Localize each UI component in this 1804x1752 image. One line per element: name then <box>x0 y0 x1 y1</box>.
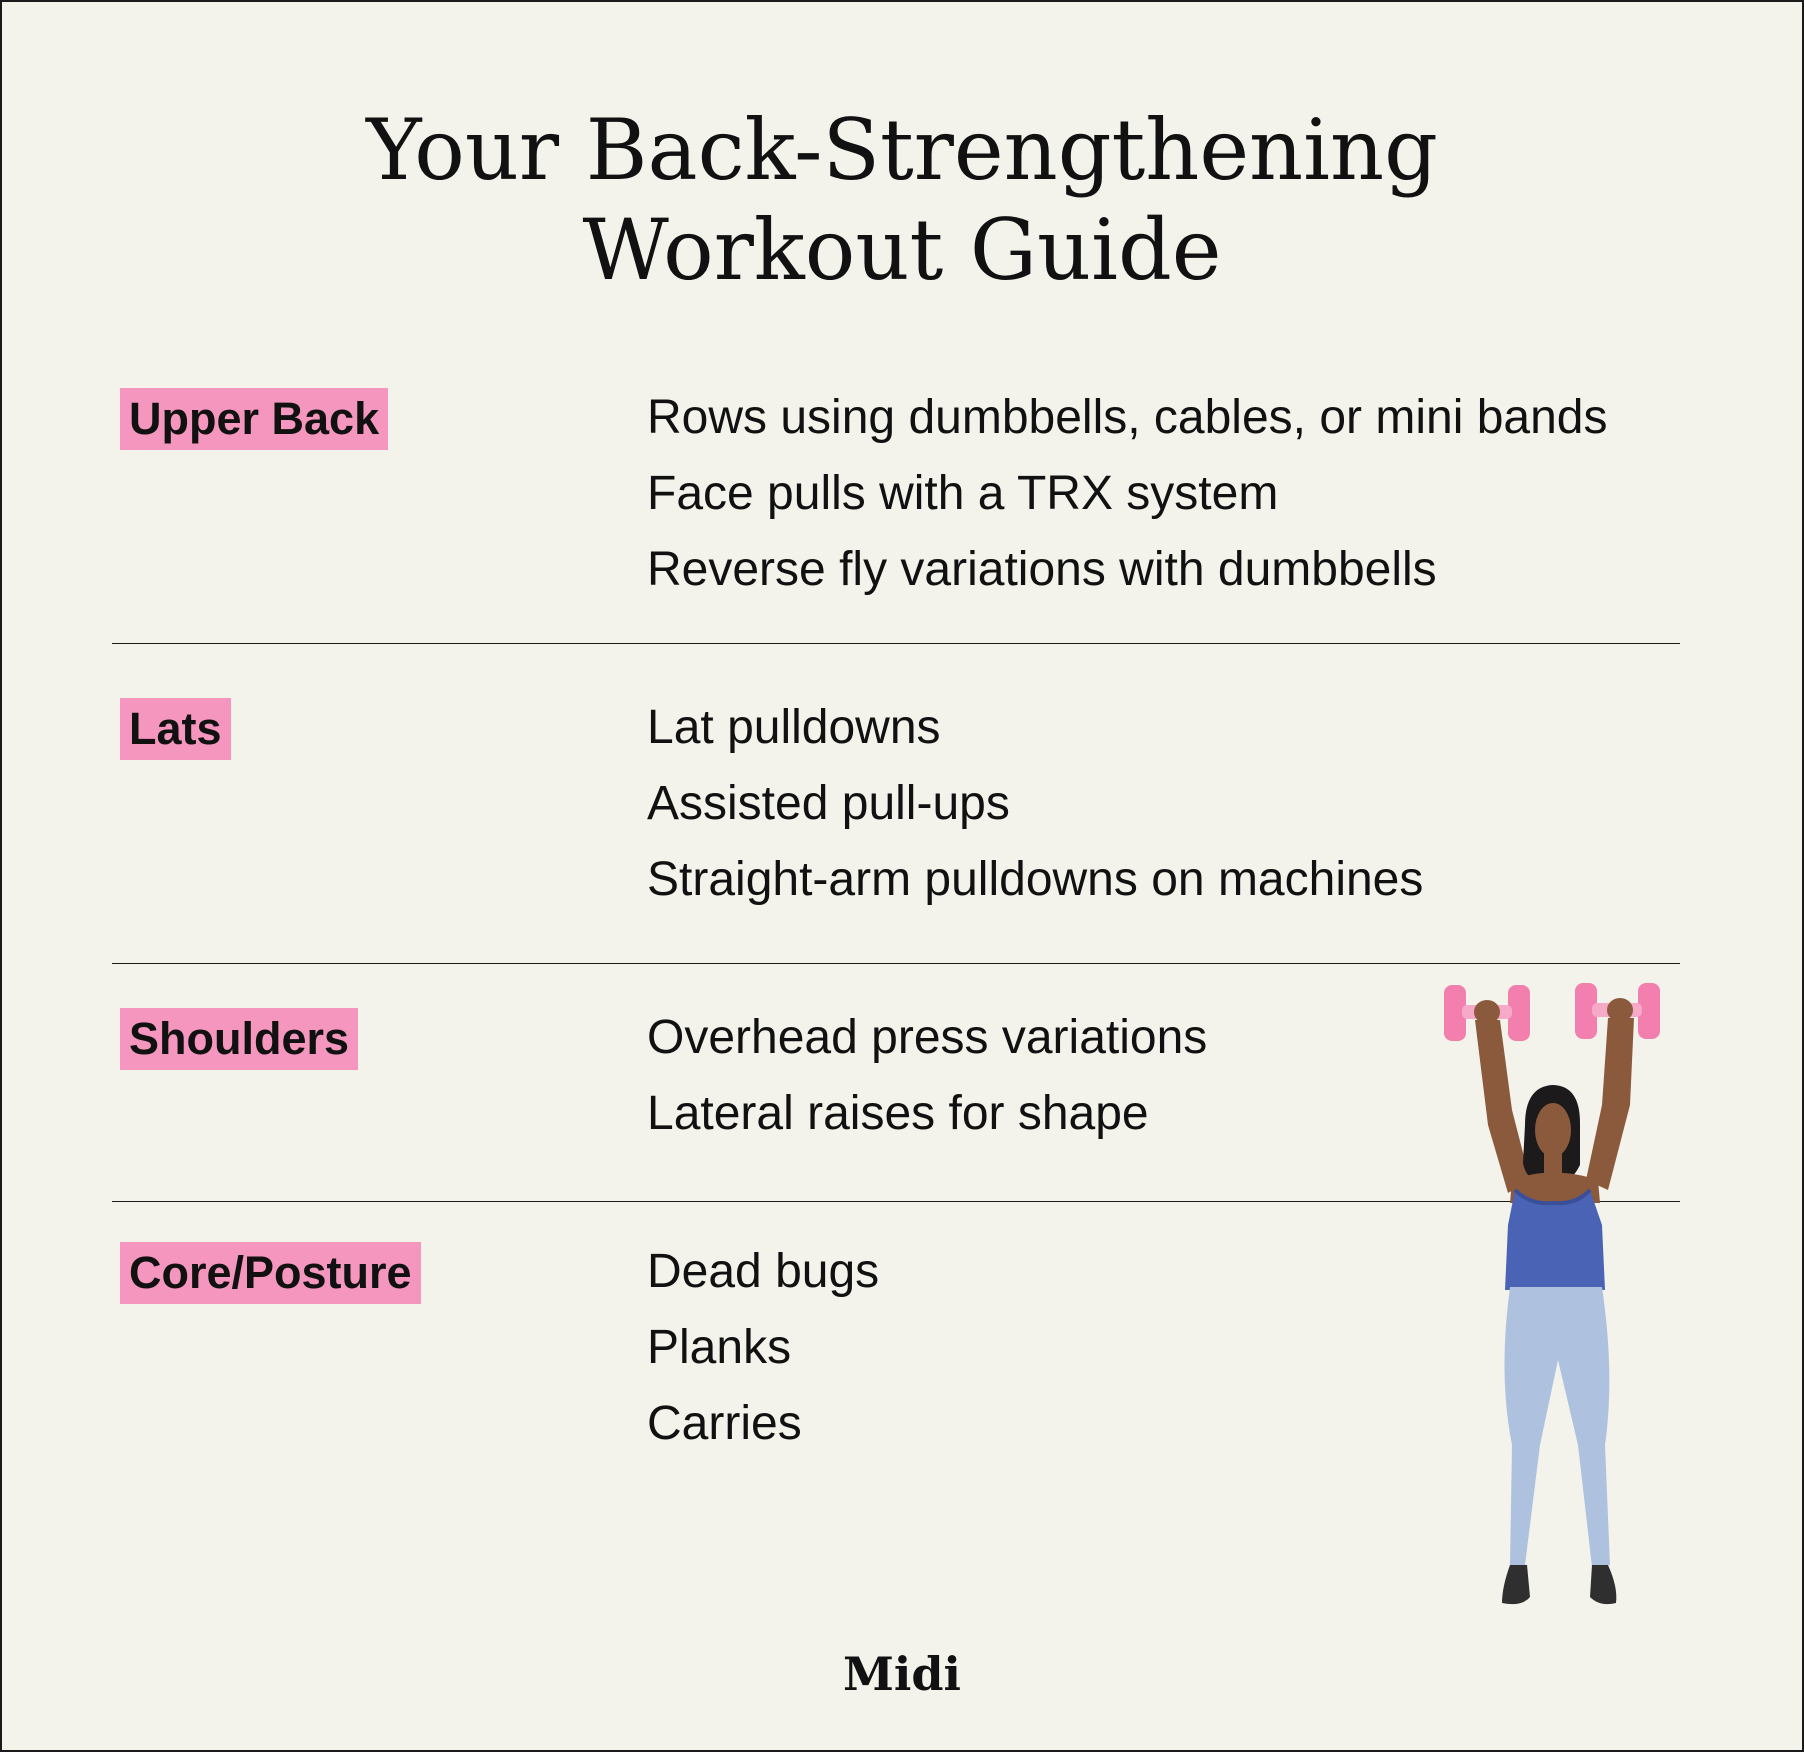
section-divider <box>112 643 1680 644</box>
exercise-item: Assisted pull-ups <box>647 777 1010 830</box>
exercise-item: Overhead press variations <box>647 1011 1208 1064</box>
exercise-item: Rows using dumbbells, cables, or mini bands <box>647 391 1608 444</box>
page-title-line-2: Workout Guide <box>582 201 1222 299</box>
exercise-item: Planks <box>647 1321 792 1374</box>
exercise-item: Lateral raises for shape <box>647 1087 1149 1140</box>
exercise-item: Dead bugs <box>647 1245 880 1298</box>
exercise-item: Face pulls with a TRX system <box>647 467 1279 520</box>
category-label-core-posture: Core/Posture <box>120 1242 421 1304</box>
category-label-upper-back: Upper Back <box>120 388 388 450</box>
page-title-line-1: Your Back-Strengthening <box>366 101 1438 199</box>
exercise-item: Carries <box>647 1397 802 1450</box>
category-label-shoulders: Shoulders <box>120 1008 358 1070</box>
woman-lifting-dumbbells-overhead-icon <box>1430 975 1680 1620</box>
exercise-item: Reverse fly variations with dumbbells <box>647 543 1437 596</box>
category-label-lats: Lats <box>120 698 231 760</box>
exercise-item: Lat pulldowns <box>647 701 941 754</box>
exercise-item: Straight-arm pulldowns on machines <box>647 853 1424 906</box>
brand-logo-text: Midi <box>842 1647 962 1701</box>
section-divider <box>112 963 1680 964</box>
